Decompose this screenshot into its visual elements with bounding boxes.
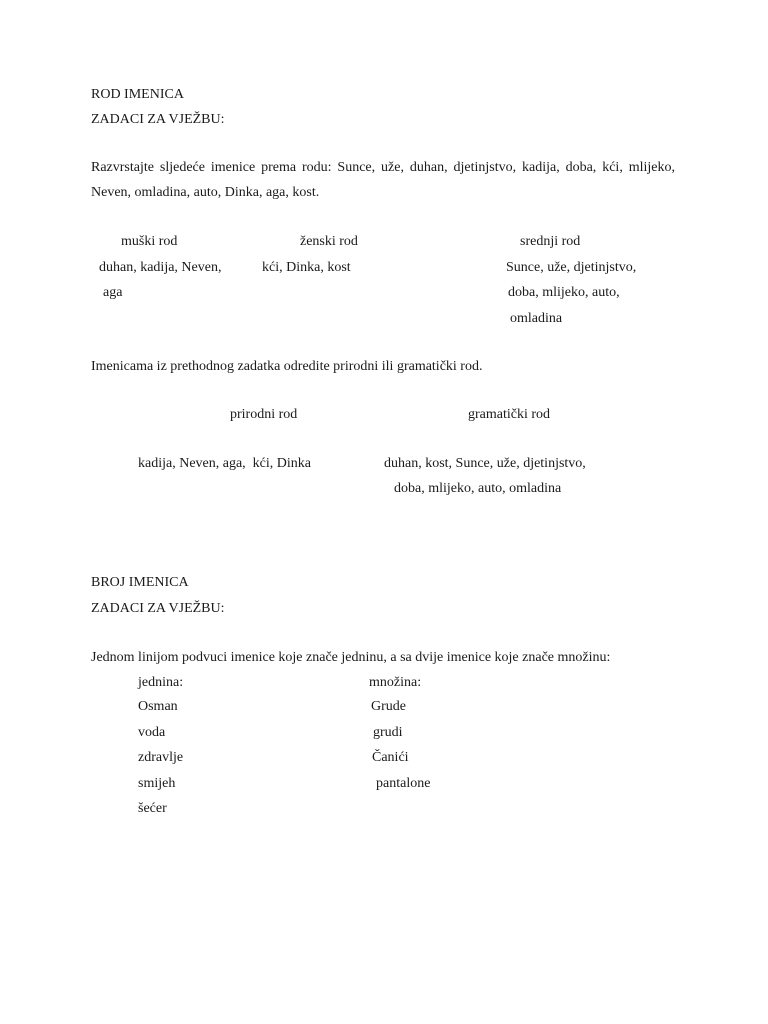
jednina-item-voda: voda (138, 725, 166, 740)
column-header-gramaticki-rod: gramatički rod (468, 407, 551, 422)
jednina-item-osman: Osman (138, 699, 178, 714)
zenski-rod-line-1: kći, Dinka, kost (262, 260, 351, 275)
task-razvrstajte: Razvrstajte sljedeće imenice prema rodu: Sunce, uže, duhan, djetinjstvo, kadija, doba, kći, mlijeko, Neven, omladina, auto, Dinka, aga, kost. (91, 160, 675, 200)
muski-rod-line-1: duhan, kadija, Neven, (99, 260, 222, 275)
section-subtitle-zadaci-2: ZADACI ZA VJEŽBU: (91, 601, 225, 616)
jednina-item-zdravlje: zdravlje (138, 750, 184, 765)
column-header-mnozina: množina: (369, 675, 422, 690)
column-header-prirodni-rod: prirodni rod (230, 407, 298, 422)
task-imenicama: Imenicama iz prethodnog zadatka odredite prirodni ili gramatički rod. (91, 359, 483, 374)
task-jednom-linijom: Jednom linijom podvuci imenice koje znače jedninu, a sa dvije imenice koje znače množinu: (91, 650, 611, 665)
column-header-muski-rod: muški rod (121, 234, 178, 249)
column-header-zenski-rod: ženski rod (300, 234, 358, 249)
mnozina-item-pantalone: pantalone (376, 776, 431, 791)
column-header-jednina: jednina: (138, 675, 184, 690)
mnozina-item-grudi: grudi (373, 725, 403, 740)
srednji-rod-line-3: omladina (510, 311, 563, 326)
section-title-broj-imenica: BROJ IMENICA (91, 575, 189, 590)
section-title-rod-imenica: ROD IMENICA (91, 87, 184, 102)
srednji-rod-line-1: Sunce, uže, djetinjstvo, (506, 260, 637, 275)
section-subtitle-zadaci-1: ZADACI ZA VJEŽBU: (91, 112, 225, 127)
gramaticki-rod-line-1: duhan, kost, Sunce, uže, djetinjstvo, (384, 456, 586, 471)
column-header-srednji-rod: srednji rod (520, 234, 581, 249)
jednina-item-smijeh: smijeh (138, 776, 176, 791)
mnozina-item-canici: Čanići (372, 750, 409, 765)
srednji-rod-line-2: doba, mlijeko, auto, (508, 285, 620, 300)
mnozina-item-grude: Grude (371, 699, 406, 714)
prirodni-rod-line-1: kadija, Neven, aga, kći, Dinka (138, 456, 311, 471)
gramaticki-rod-line-2: doba, mlijeko, auto, omladina (394, 481, 562, 496)
jednina-item-secer: šećer (138, 801, 167, 816)
muski-rod-line-2: aga (103, 285, 123, 300)
